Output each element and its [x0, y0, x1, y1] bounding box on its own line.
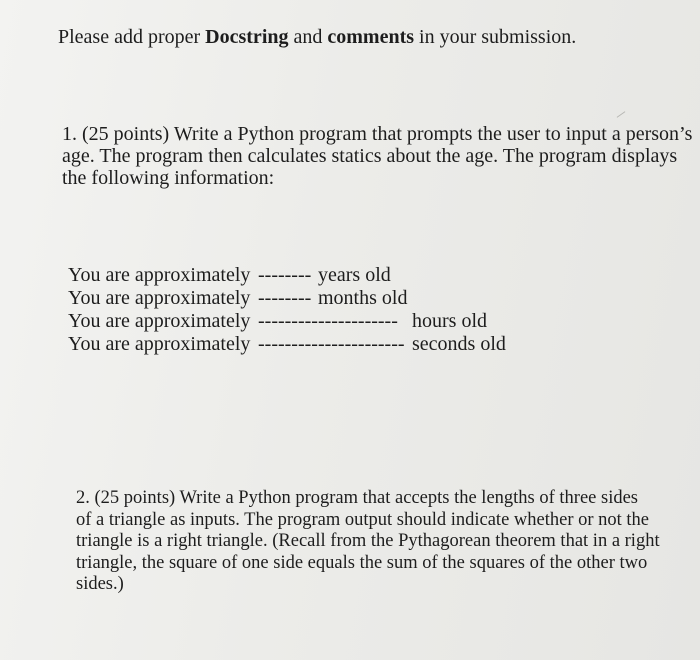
question-2-prompt: [76, 488, 676, 596]
output-dashes: ----------------------: [258, 333, 405, 355]
intro-bold-docstring: Docstring: [205, 26, 289, 48]
output-label: You are approximately: [68, 264, 251, 286]
question-2-line: triangle is a right triangle. (Recall from the Pythagorean theorem that in a right: [76, 531, 660, 551]
question-1-line: age. The program then calculates statics about the age. The program displays: [62, 145, 678, 167]
intro-bold-comments: comments: [327, 26, 415, 48]
output-dashes: --------: [258, 287, 312, 309]
question-2-line: of a triangle as inputs. The program output should indicate whether or not the: [76, 509, 650, 530]
output-label: You are approximately: [68, 333, 251, 355]
output-dashes: ---------------------: [258, 310, 398, 332]
output-label: You are approximately: [68, 310, 251, 332]
pen-mark: [617, 111, 626, 118]
submission-instructions: [58, 26, 576, 49]
output-dashes: --------: [258, 264, 312, 286]
question-2-line: triangle, the square of one side equals the sum of the squares of the other two: [76, 552, 648, 573]
output-unit: seconds old: [412, 333, 506, 355]
question-1-prompt: [62, 123, 693, 189]
question-1-line: 1. (25 points) Write a Python program that prompts the user to input a person’s: [62, 123, 693, 145]
output-unit: years old: [318, 264, 391, 286]
output-label: You are approximately: [68, 287, 251, 309]
intro-text-after: in your submission.: [419, 26, 577, 48]
output-unit: months old: [318, 287, 408, 309]
intro-text-before: Please add proper: [58, 26, 201, 48]
question-2-line: 2. (25 points) Write a Python program that accepts the lengths of three sides: [76, 488, 639, 508]
intro-text-middle: and: [293, 26, 323, 48]
question-1-line: the following information:: [62, 167, 275, 189]
question-2-line: sides.): [76, 574, 124, 594]
output-unit: hours old: [412, 310, 487, 332]
